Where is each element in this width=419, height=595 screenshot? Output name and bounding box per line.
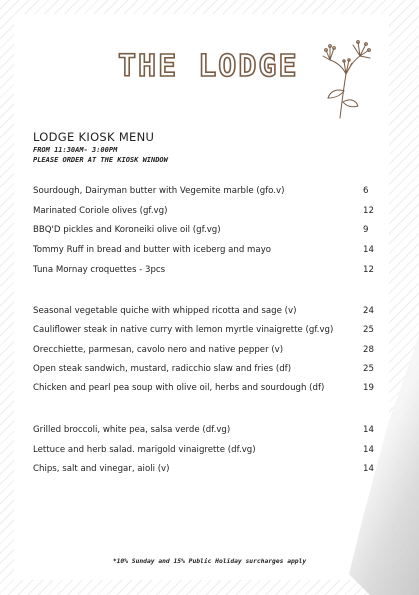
- item-price: 14: [363, 464, 374, 474]
- item-price: 9: [363, 225, 369, 235]
- item-price: 25: [363, 364, 374, 374]
- item-price: 14: [363, 445, 374, 455]
- item-name: Sourdough, Dairyman butter with Vegemite marble (gfo.v): [33, 186, 285, 196]
- menu-item: [33, 206, 383, 218]
- item-price: 12: [363, 265, 374, 275]
- order-instruction: PLEASE ORDER AT THE KIOSK WINDOW: [33, 156, 168, 164]
- menu-item: [33, 364, 383, 376]
- item-name: Open steak sandwich, mustard, radicchio slaw and fries (df): [33, 364, 292, 374]
- item-price: 25: [363, 325, 374, 335]
- surcharge-note: *10% Sunday and 15% Public Holiday surcharges apply: [112, 558, 307, 565]
- menu-item: [33, 245, 383, 257]
- menu-item: [33, 464, 383, 476]
- item-name: BBQ'D pickles and Koroneiki olive oil (gf.vg): [33, 225, 221, 235]
- menu-item: [33, 265, 383, 277]
- service-hours: FROM 11:30AM- 3:00PM: [33, 146, 118, 154]
- item-name: Lettuce and herb salad. marigold vinaigrette (df.vg): [33, 445, 256, 455]
- item-name: Marinated Coriole olives (gf.vg): [33, 206, 168, 216]
- item-price: 6: [363, 186, 369, 196]
- item-price: 19: [363, 383, 374, 393]
- item-name: Seasonal vegetable quiche with whipped ricotta and sage (v): [33, 306, 297, 316]
- flower-illustration-icon: [322, 36, 372, 120]
- menu-item: [33, 186, 383, 198]
- item-name: Tuna Mornay croquettes - 3pcs: [33, 265, 166, 275]
- menu-item: [33, 306, 383, 318]
- menu-item: [33, 325, 383, 337]
- menu-item: [33, 225, 383, 237]
- item-name: Cauliflower steak in native curry with lemon myrtle vinaigrette (gf.vg): [33, 325, 334, 335]
- item-price: 24: [363, 306, 374, 316]
- logo-text: THE LODGE: [118, 49, 299, 84]
- item-name: Tommy Ruff in bread and butter with iceberg and mayo: [33, 245, 272, 255]
- menu-item: [33, 425, 383, 437]
- item-name: Orecchiette, parmesan, cavolo nero and native pepper (v): [33, 345, 284, 355]
- item-name: Chips, salt and vinegar, aioli (v): [33, 464, 170, 474]
- menu-item: [33, 345, 383, 357]
- item-price: 28: [363, 345, 374, 355]
- item-name: Chicken and pearl pea soup with olive oil, herbs and sourdough (df): [33, 383, 325, 393]
- menu-item: [33, 445, 383, 457]
- item-price: 14: [363, 425, 374, 435]
- item-price: 14: [363, 245, 374, 255]
- item-price: 12: [363, 206, 374, 216]
- menu-title: LODGE KIOSK MENU: [33, 130, 155, 144]
- item-name: Grilled broccoli, white pea, salsa verde (df.vg): [33, 425, 231, 435]
- menu-item: [33, 383, 383, 395]
